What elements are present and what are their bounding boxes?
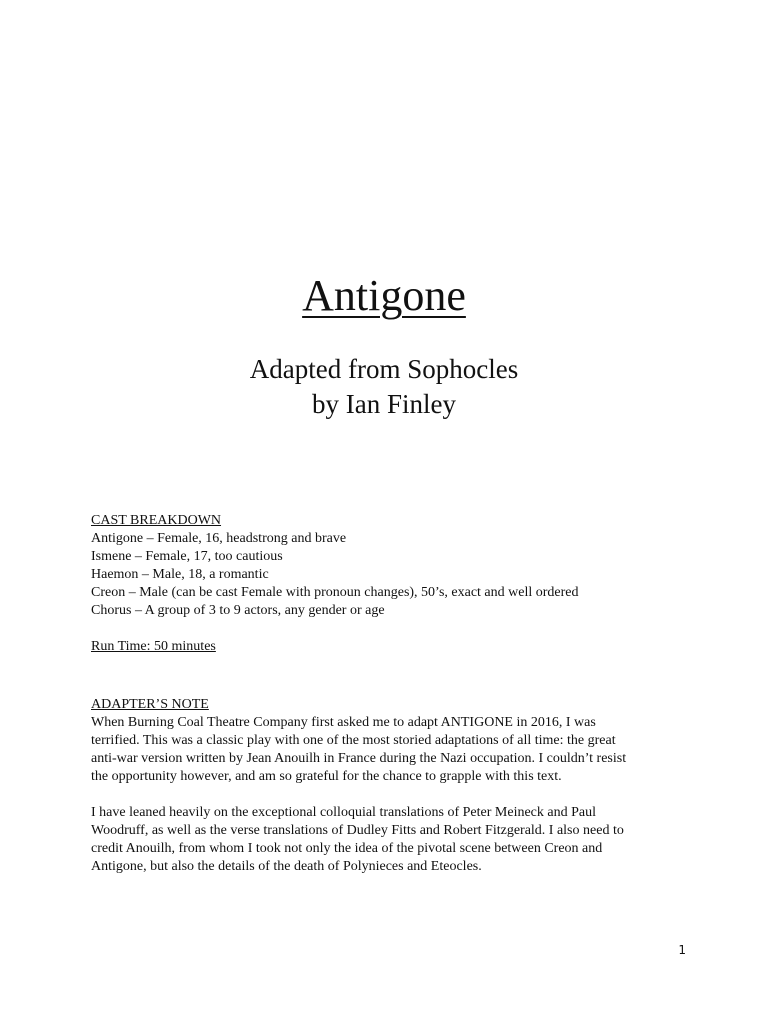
adapters-note-heading: ADAPTER’S NOTE: [91, 697, 209, 712]
cast-breakdown-section: [91, 512, 691, 620]
run-time-section: [91, 638, 691, 656]
cast-member: Chorus – A group of 3 to 9 actors, any gender or age: [91, 603, 385, 618]
cast-member: Haemon – Male, 18, a romantic: [91, 567, 269, 582]
adapters-note-section: [91, 696, 681, 786]
document-subtitle-line-2: by Ian Finley: [312, 389, 456, 419]
cast-member: Creon – Male (can be cast Female with pronoun changes), 50’s, exact and well ordered: [91, 585, 579, 600]
cast-member: Antigone – Female, 16, headstrong and brave: [91, 531, 347, 546]
document-title: [0, 268, 768, 324]
page-number: 1: [678, 943, 686, 957]
run-time: Run Time: 50 minutes: [91, 639, 216, 654]
adapters-note-paragraph-2-line: credit Anouilh, from whom I took not only the idea of the pivotal scene between Creon and: [91, 841, 603, 856]
cast-member: Ismene – Female, 17, too cautious: [91, 549, 283, 564]
adapters-note-paragraph-2-line: I have leaned heavily on the exceptional colloquial translations of Peter Meineck and Paul: [91, 805, 596, 820]
adapters-note-paragraph-1-line: the opportunity however, and am so grateful for the chance to grapple with this text.: [91, 769, 562, 784]
adapters-note-paragraph-2: [91, 804, 681, 876]
adapters-note-paragraph-1-line: anti-war version written by Jean Anouilh in France during the Nazi occupation. I couldn’t resist: [91, 751, 627, 766]
adapters-note-paragraph-1-line: When Burning Coal Theatre Company first asked me to adapt ANTIGONE in 2016, I was: [91, 715, 596, 730]
cast-breakdown-heading: CAST BREAKDOWN: [91, 513, 222, 528]
adapters-note-paragraph-2-line: Antigone, but also the details of the death of Polynieces and Eteocles.: [91, 859, 482, 874]
document-title-text: Antigone: [302, 271, 466, 320]
document-subtitle-line-1: Adapted from Sophocles: [249, 354, 519, 384]
adapters-note-paragraph-2-line: Woodruff, as well as the verse translations of Dudley Fitts and Robert Fitzgerald. I also need to: [91, 823, 624, 838]
adapters-note-paragraph-1-line: terrified. This was a classic play with one of the most storied adaptations of all time: the great: [91, 733, 616, 748]
